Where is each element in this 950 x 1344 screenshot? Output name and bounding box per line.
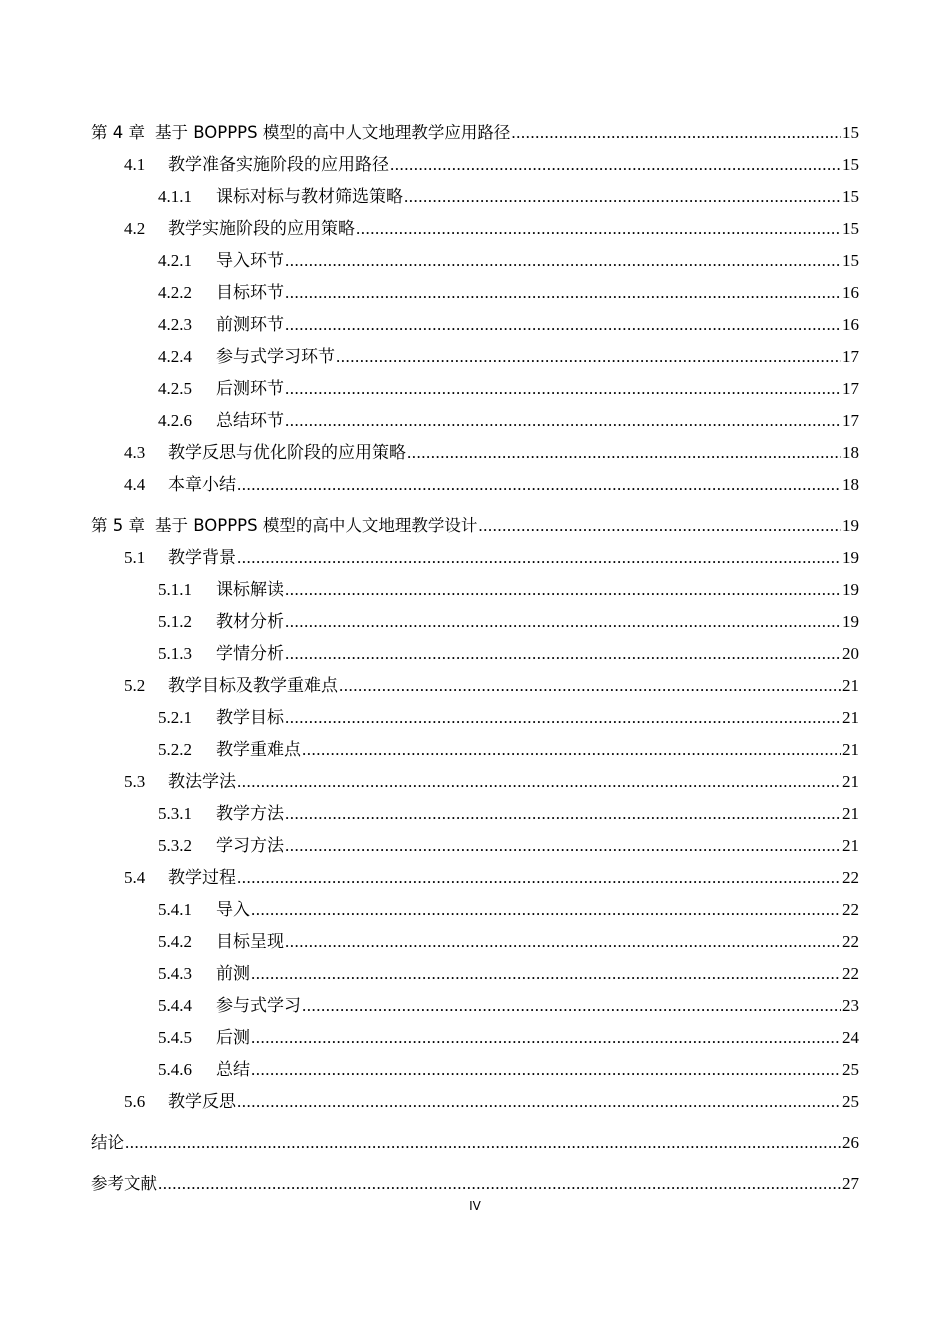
toc-entry[interactable] <box>91 309 859 341</box>
toc-entry-number: 5.4.5 <box>158 1028 192 1047</box>
toc-entry[interactable] <box>91 405 859 437</box>
dot-leader <box>125 1127 841 1159</box>
toc-entry-number: 5.4.3 <box>158 964 192 983</box>
toc-entry-page: 21 <box>842 836 859 855</box>
dot-leader <box>237 1086 841 1118</box>
toc-entry-number: 4.1.1 <box>158 187 192 206</box>
toc-entry-title: 后测 <box>216 1028 250 1047</box>
toc-entry-title: 教学重难点 <box>216 740 301 759</box>
toc-entry-page: 25 <box>842 1060 859 1079</box>
toc-entry[interactable] <box>91 149 859 181</box>
toc-entry[interactable] <box>91 670 859 702</box>
toc-entry-number: 5.1.2 <box>158 612 192 631</box>
toc-entry[interactable] <box>91 117 859 149</box>
toc-entry-title: 参与式学习环节 <box>216 347 335 366</box>
toc-entry-number: 4.2.5 <box>158 379 192 398</box>
dot-leader <box>285 638 841 670</box>
toc-entry-page: 19 <box>842 580 859 599</box>
dot-leader <box>285 702 841 734</box>
toc-entry-number: 5.1.3 <box>158 644 192 663</box>
toc-entry-number: 第 5 章 <box>91 516 145 535</box>
toc-entry-page: 15 <box>842 187 859 206</box>
dot-leader <box>237 862 841 894</box>
dot-leader <box>285 798 841 830</box>
toc-entry[interactable] <box>91 830 859 862</box>
toc-entry-page: 22 <box>842 964 859 983</box>
toc-entry-number: 5.3.2 <box>158 836 192 855</box>
dot-leader <box>251 1054 841 1086</box>
toc-entry-number: 第 4 章 <box>91 123 145 142</box>
dot-leader <box>511 117 841 149</box>
toc-entry-title: 本章小结 <box>168 475 236 494</box>
toc-entry-number: 5.3.1 <box>158 804 192 823</box>
toc-entry-title: 基于 BOPPPS 模型的高中人文地理教学应用路径 <box>155 123 511 142</box>
toc-entry-page: 21 <box>842 740 859 759</box>
toc-entry[interactable] <box>91 1168 859 1200</box>
toc-entry-number: 5.4.1 <box>158 900 192 919</box>
dot-leader <box>285 606 841 638</box>
dot-leader <box>285 373 841 405</box>
toc-entry-title: 教法学法 <box>168 772 236 791</box>
toc-entry-page: 17 <box>842 379 859 398</box>
toc-entry[interactable] <box>91 1054 859 1086</box>
dot-leader <box>285 277 841 309</box>
toc-entry-page: 17 <box>842 411 859 430</box>
dot-leader <box>237 542 841 574</box>
toc-entry[interactable] <box>91 213 859 245</box>
toc-entry-title: 目标呈现 <box>216 932 284 951</box>
toc-entry-title: 教学实施阶段的应用策略 <box>168 219 355 238</box>
dot-leader <box>237 766 841 798</box>
toc-entry-number: 5.4.2 <box>158 932 192 951</box>
toc-entry-number: 5.4.6 <box>158 1060 192 1079</box>
dot-leader <box>251 958 841 990</box>
toc-entry-number: 5.2.1 <box>158 708 192 727</box>
toc-entry-page: 20 <box>842 644 859 663</box>
toc-entry-number: 5.2.2 <box>158 740 192 759</box>
toc-entry-page: 21 <box>842 804 859 823</box>
toc-entry[interactable] <box>91 606 859 638</box>
toc-entry-number: 4.2.4 <box>158 347 192 366</box>
toc-entry-title: 基于 BOPPPS 模型的高中人文地理教学设计 <box>155 516 478 535</box>
toc-entry-number: 4.4 <box>124 475 146 494</box>
toc-entry-page: 23 <box>842 996 859 1015</box>
dot-leader <box>285 309 841 341</box>
toc-entry-number: 5.6 <box>124 1092 146 1111</box>
toc-entry[interactable] <box>91 766 859 798</box>
toc-entry-title: 参与式学习 <box>216 996 301 1015</box>
toc-entry-title: 后测环节 <box>216 379 284 398</box>
toc-entry[interactable] <box>91 181 859 213</box>
toc-entry-number: 5.3 <box>124 772 146 791</box>
toc-entry-title: 目标环节 <box>216 283 284 302</box>
toc-entry-page: 15 <box>842 251 859 270</box>
dot-leader <box>158 1168 841 1200</box>
toc-entry-page: 21 <box>842 708 859 727</box>
toc-entry-number: 5.2 <box>124 676 146 695</box>
toc-entry-title: 课标对标与教材筛选策略 <box>216 187 403 206</box>
toc-entry[interactable] <box>91 341 859 373</box>
toc-entry[interactable] <box>91 990 859 1022</box>
toc-entry-number: 5.1 <box>124 548 146 567</box>
toc-entry-page: 22 <box>842 900 859 919</box>
toc-entry[interactable] <box>91 437 859 469</box>
toc-entry-page: 15 <box>842 219 859 238</box>
toc-entry-title: 学习方法 <box>216 836 284 855</box>
dot-leader <box>251 1022 841 1054</box>
toc-entry-number: 5.4.4 <box>158 996 192 1015</box>
toc-entry-page: 19 <box>842 548 859 567</box>
dot-leader <box>251 894 841 926</box>
toc-entry-title: 参考文献 <box>91 1174 157 1193</box>
toc-entry[interactable] <box>91 798 859 830</box>
table-of-contents <box>91 117 859 1200</box>
dot-leader <box>390 149 841 181</box>
toc-entry-page: 26 <box>842 1133 859 1152</box>
toc-entry-page: 27 <box>842 1174 859 1193</box>
toc-entry-number: 5.4 <box>124 868 146 887</box>
dot-leader <box>356 213 841 245</box>
dot-leader <box>285 574 841 606</box>
toc-entry-number: 5.1.1 <box>158 580 192 599</box>
dot-leader <box>302 990 841 1022</box>
toc-entry-number: 4.2 <box>124 219 146 238</box>
toc-entry[interactable] <box>91 926 859 958</box>
toc-entry-number: 4.3 <box>124 443 146 462</box>
toc-entry-title: 教学反思与优化阶段的应用策略 <box>168 443 406 462</box>
toc-entry-title: 教材分析 <box>216 612 284 631</box>
toc-entry-title: 前测 <box>216 964 250 983</box>
toc-entry[interactable] <box>91 734 859 766</box>
toc-entry[interactable] <box>91 702 859 734</box>
toc-entry[interactable] <box>91 958 859 990</box>
toc-entry-page: 21 <box>842 772 859 791</box>
toc-entry-page: 21 <box>842 676 859 695</box>
toc-entry-page: 22 <box>842 868 859 887</box>
dot-leader <box>339 670 841 702</box>
toc-entry[interactable] <box>91 1022 859 1054</box>
toc-entry-title: 总结环节 <box>216 411 284 430</box>
dot-leader <box>285 245 841 277</box>
toc-entry[interactable] <box>91 373 859 405</box>
toc-entry-page: 16 <box>842 315 859 334</box>
toc-entry-page: 17 <box>842 347 859 366</box>
toc-entry-number: 4.1 <box>124 155 146 174</box>
toc-entry-number: 4.2.3 <box>158 315 192 334</box>
toc-entry-page: 19 <box>842 516 859 535</box>
dot-leader <box>285 405 841 437</box>
toc-entry-page: 18 <box>842 443 859 462</box>
page-number-footer: IV <box>469 1199 481 1213</box>
toc-entry-title: 导入 <box>216 900 250 919</box>
toc-entry[interactable] <box>91 245 859 277</box>
toc-entry-title: 教学方法 <box>216 804 284 823</box>
toc-entry-title: 教学目标及教学重难点 <box>168 676 338 695</box>
toc-entry-page: 15 <box>842 123 859 142</box>
dot-leader <box>478 510 841 542</box>
dot-leader <box>302 734 841 766</box>
toc-entry[interactable] <box>91 862 859 894</box>
toc-entry-number: 4.2.6 <box>158 411 192 430</box>
toc-entry[interactable] <box>91 1086 859 1118</box>
toc-entry-page: 19 <box>842 612 859 631</box>
toc-entry-number: 4.2.2 <box>158 283 192 302</box>
toc-entry[interactable] <box>91 894 859 926</box>
toc-entry[interactable] <box>91 469 859 501</box>
dot-leader <box>285 830 841 862</box>
dot-leader <box>407 437 841 469</box>
dot-leader <box>237 469 841 501</box>
toc-entry-page: 15 <box>842 155 859 174</box>
toc-entry[interactable] <box>91 574 859 606</box>
toc-entry-page: 16 <box>842 283 859 302</box>
toc-entry-title: 导入环节 <box>216 251 284 270</box>
toc-entry-title: 学情分析 <box>216 644 284 663</box>
toc-entry-title: 教学背景 <box>168 548 236 567</box>
toc-entry[interactable] <box>91 542 859 574</box>
toc-entry-title: 总结 <box>216 1060 250 1079</box>
toc-entry[interactable] <box>91 1127 859 1159</box>
toc-entry-title: 结论 <box>91 1133 124 1152</box>
toc-entry-title: 教学目标 <box>216 708 284 727</box>
toc-entry-title: 前测环节 <box>216 315 284 334</box>
toc-entry-page: 24 <box>842 1028 859 1047</box>
toc-entry-number: 4.2.1 <box>158 251 192 270</box>
toc-entry-title: 课标解读 <box>216 580 284 599</box>
toc-entry[interactable] <box>91 510 859 542</box>
toc-entry-title: 教学准备实施阶段的应用路径 <box>168 155 389 174</box>
toc-entry-title: 教学反思 <box>168 1092 236 1111</box>
toc-entry-page: 18 <box>842 475 859 494</box>
toc-entry[interactable] <box>91 277 859 309</box>
dot-leader <box>404 181 841 213</box>
dot-leader <box>336 341 841 373</box>
toc-entry[interactable] <box>91 638 859 670</box>
toc-entry-page: 22 <box>842 932 859 951</box>
dot-leader <box>285 926 841 958</box>
toc-entry-title: 教学过程 <box>168 868 236 887</box>
toc-entry-page: 25 <box>842 1092 859 1111</box>
